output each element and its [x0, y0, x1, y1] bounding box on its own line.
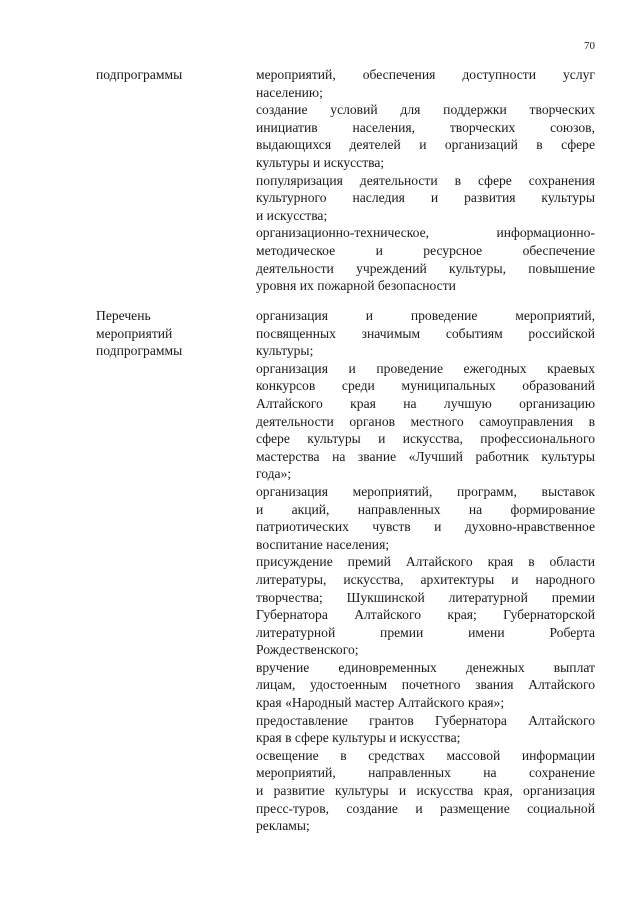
list-item [256, 172, 595, 225]
list-item [256, 747, 595, 835]
text-line: инициатив населения, творческих союзов, [256, 119, 595, 135]
text-line: края «Народный мастер Алтайского края»; [256, 695, 505, 711]
text-line: культуры и искусства; [256, 154, 385, 170]
row-label-activities-list [96, 307, 246, 360]
row-label-line: подпрограммы [96, 343, 183, 359]
list-item [256, 659, 595, 712]
text-line: года»; [256, 466, 292, 482]
text-line: организация и проведение ежегодных краевых [256, 360, 595, 376]
text-line: выдающихся деятелей и организаций в сфере [256, 137, 595, 153]
text-line: организация и проведение мероприятий, [256, 308, 595, 323]
text-line: освещение в средствах массовой информации [256, 747, 595, 763]
text-line: мероприятий, обеспечения доступности услуг [256, 67, 595, 82]
text-line: посвященных значимым событиям российской [256, 325, 595, 341]
row-label-line: подпрограммы [96, 67, 183, 82]
text-line: популяризация деятельности в сфере сохранения [256, 172, 595, 188]
text-line: рекламы; [256, 818, 310, 834]
text-line: воспитание населения; [256, 536, 390, 552]
text-line: Губернатора Алтайского края; Губернаторской [256, 607, 595, 623]
text-line: сфере культуры и искусства, профессионального [256, 431, 595, 447]
page-number: 70 [584, 40, 595, 52]
list-item [256, 360, 595, 483]
text-line: края в сфере культуры и искусства; [256, 730, 461, 746]
row-label-line: Перечень [96, 308, 151, 323]
text-line: Алтайского края на лучшую организацию [256, 395, 595, 411]
text-line: присуждение премий Алтайского края в области [256, 554, 595, 570]
text-line: творчества; Шукшинской литературной премии [256, 589, 595, 605]
list-item [256, 101, 595, 171]
list-item [256, 307, 595, 360]
text-line: Рождественского; [256, 642, 359, 658]
text-line: конкурсов среди муниципальных образований [256, 378, 595, 394]
list-item [256, 553, 595, 659]
list-item [256, 66, 595, 101]
text-line: организация мероприятий, программ, выставок [256, 483, 595, 499]
text-line: лицам, удостоенным почетного звания Алтайского [256, 677, 595, 693]
text-line: и акций, направленных на формирование [256, 501, 595, 517]
list-item [256, 712, 595, 747]
text-line: методическое и ресурсное обеспечение [256, 242, 595, 258]
text-line: и искусства; [256, 207, 328, 223]
text-line: уровня их пожарной безопасности [256, 278, 456, 294]
row-label-line: мероприятий [96, 325, 173, 341]
text-line: организационно-техническое, информационно- [256, 225, 595, 241]
text-line: литературной премии имени Роберта [256, 624, 595, 640]
text-line: патриотических чувств и духовно-нравственное [256, 519, 595, 535]
text-line: деятельности учреждений культуры, повышение [256, 260, 595, 276]
text-line: мероприятий, направленных на сохранение [256, 765, 595, 781]
text-line: литературы, искусства, архитектуры и народного [256, 571, 595, 587]
text-line: и развитие культуры и искусства края, организация [256, 783, 595, 799]
row-label-subprogram-tasks [96, 66, 246, 84]
row-content-activities-list [256, 307, 595, 835]
text-line: культуры; [256, 343, 314, 359]
list-item [256, 224, 595, 294]
text-line: деятельности органов местного самоуправления в [256, 413, 595, 429]
list-item [256, 483, 595, 553]
text-line: населению; [256, 84, 323, 100]
text-line: вручение единовременных денежных выплат [256, 659, 595, 675]
text-line: мастерства на звание «Лучший работник культуры [256, 448, 595, 464]
text-line: предоставление грантов Губернатора Алтайского [256, 712, 595, 728]
text-line: культурного наследия и развития культуры [256, 190, 595, 206]
text-line: пресс-туров, создание и размещение социальной [256, 800, 595, 816]
text-line: создание условий для поддержки творческих [256, 102, 595, 118]
row-content-subprogram-tasks [256, 66, 595, 295]
